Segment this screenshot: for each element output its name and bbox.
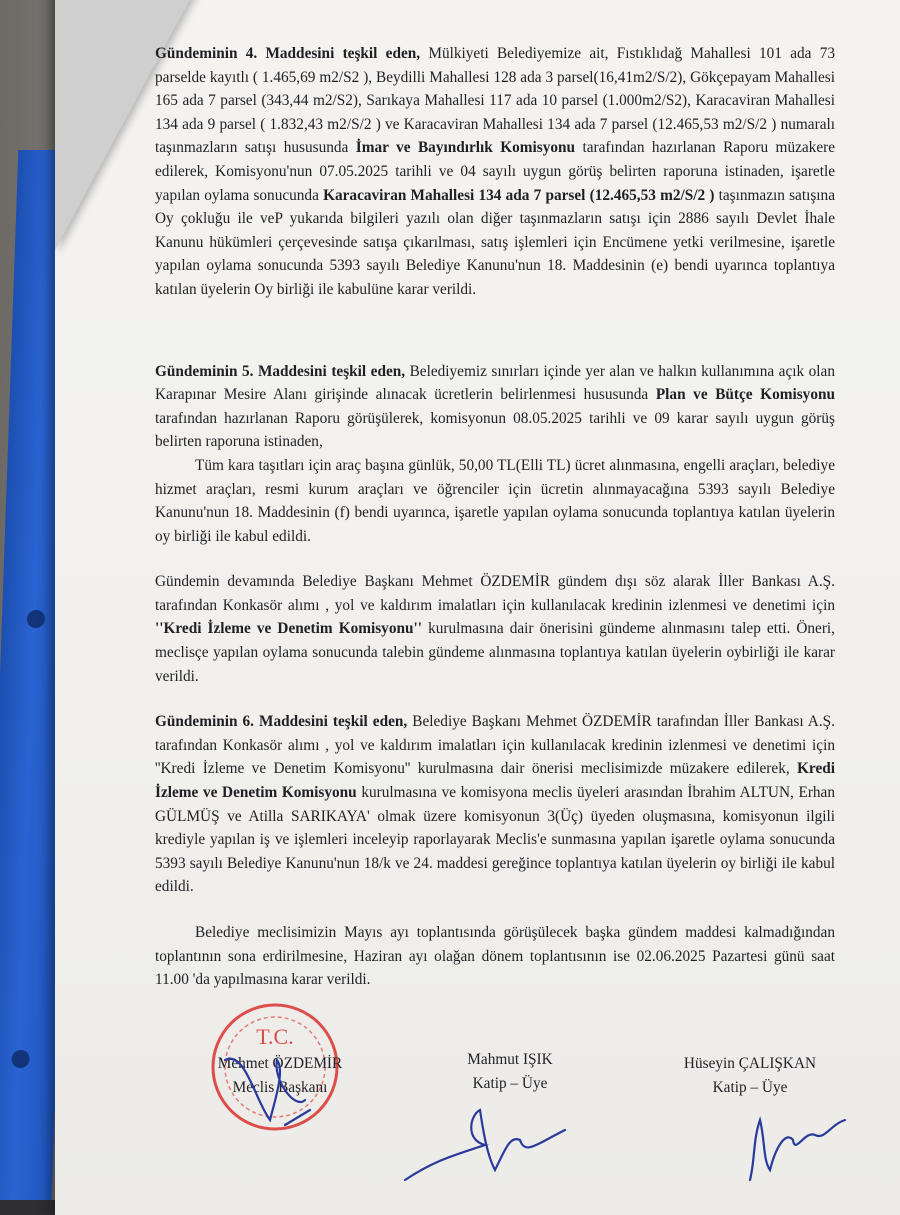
agenda-item-4-heading: Gündeminin 4. Maddesini teşkil eden, (155, 45, 421, 62)
agenda-item-5-text: Belediyemiz sınırları içinde yer alan ve halkın kullanımına açık olan Karapınar Mesire Alanı girişinde alınacak ücretlerin belirlenmesi hususunda (155, 362, 835, 404)
parcel-highlight: Karacaviran Mahallesi 134 ada 7 parsel (12.465,53 m2/S/2 ) (323, 186, 715, 204)
handwritten-signature-president (215, 1040, 335, 1140)
closing-paragraph: Belediye meclisimizin Mayıs ayı toplantısında görüşülecek başka gündem maddesi kalmadığından toplantının sona erdirilmesine, Haziran ayı olağan dönem toplantısının ise 02.06.2025 Pazartesi günü saat 11.00 'da yapılmasına karar verildi. (155, 924, 835, 989)
agenda-item-4-text: taşınmazın satışına Oy çokluğu ile veP yukarıda bilgileri yazılı olan diğer taşınmazların satışı için 2886 sayılı Devlet İhale Kanunu hükümleri çerçevesinde satışa çıkarılması, satış işlemleri için Encümene yetki verilmesine, işaretle yapılan oylama sonucunda 5393 sayılı Belediye Kanunu'nun 18. Maddesinin (e) bendi uyarınca toplantıya katılan üyelerin Oy birliği ile kabulüne karar verildi. (155, 186, 835, 298)
stamp-text: T.C. (256, 1024, 294, 1049)
signatory-name: Mehmet ÖZDEMİR (217, 1055, 343, 1072)
agenda-item-4 (155, 42, 835, 302)
folder-hole (27, 610, 46, 628)
signatory-name: Mahmut IŞIK (467, 1051, 553, 1068)
agenda-item-5-heading: Gündeminin 5. Maddesini teşkil eden, (155, 362, 406, 380)
signatory-title: Meclis Başkanı (232, 1079, 328, 1096)
signatory-title: Katip – Üye (712, 1079, 788, 1096)
proposal-text: Gündemin devamında Belediye Başkanı Mehmet ÖZDEMİR gündem dışı söz alarak İller Bankası A.Ş. tarafından Konkasör alımı , yol ve kaldırım imalatları için kullanılacak kredinin izlenmesi ve denetimi için (155, 573, 835, 614)
agenda-item-6-text: kurulmasına ve komisyona meclis üyeleri arasından İbrahim ALTUN, Erhan GÜLMÜŞ ve Atilla SARIKAYA' olmak üzere komisyonun 3(Üç) üyeden oluşmasına, komisyonun ilgili krediyle yapılan iş ve işlemleri inceleyip raporlayarak Meclis'e sunmasına yapılan işaretle oylama sonucunda 5393 sayılı Belediye Kanunu'nun 18/k ve 24. maddesi gereğince toplantıya katılan üyelerin oy birliği ile kabul edildi. (155, 784, 835, 896)
agenda-item-6 (155, 710, 835, 899)
signature-block-clerk-1 (440, 1048, 580, 1096)
agenda-item-5-text: tarafından hazırlanan Raporu görüşülerek, komisyonun 08.05.2025 tarihli ve 09 karar sayılı uygun görüş belirten raporuna istinaden, (155, 409, 835, 451)
committee-name: İmar ve Bayındırlık Komisyonu (355, 139, 576, 157)
off-agenda-proposal (155, 570, 835, 688)
folder-hole (11, 1050, 30, 1068)
committee-name: Plan ve Bütçe Komisyonu (655, 386, 835, 404)
agenda-item-6-heading: Gündeminin 6. Maddesini teşkil eden, (155, 713, 408, 731)
handwritten-signature-clerk-2 (735, 1100, 855, 1190)
committee-name: ''Kredi İzleme ve Denetim Komisyonu'' (155, 620, 422, 638)
proposal-text: kurulmasına dair önerisini gündeme alınmasını talep etti. Öneri, meclisçe yapılan oylama sonucunda talebin gündeme alınmasına toplantıya katılan üyelerin oybirliği ile karar verildi. (155, 620, 835, 685)
signatory-name: Hüseyin ÇALIŞKAN (683, 1055, 817, 1072)
agenda-item-6-text: Belediye Başkanı Mehmet ÖZDEMİR tarafından İller Bankası A.Ş. tarafından Konkasör alımı , yol ve kaldırım imalatları için kullanılacak kredinin izlenmesi ve denetimi için ''Kredi İzleme ve Denetim Komisyonu'' kurulmasına dair önerisi meclisimizde müzakere edilerek, (155, 713, 835, 778)
handwritten-signature-clerk-1 (395, 1100, 575, 1190)
agenda-item-5-decision: Tüm kara taşıtları için araç başına günlük, 50,00 TL(Elli TL) ücret alınmasına, engelli araçları, belediye hizmet araçları, resmi kurum araçları ve öğrenciler için ücretin alınmayacağına 5393 sayılı Belediye Kanunu'nun 18. Maddesinin (f) bendi uyarınca, işaretle yapılan oylama sonucunda toplantıya katılan üyelerin oy birliği ile kabul edildi. (155, 456, 835, 545)
agenda-item-5 (155, 360, 835, 454)
signature-block-clerk-2 (655, 1052, 845, 1100)
committee-name: Kredi İzleme ve Denetim Komisyonu (155, 760, 835, 802)
signatory-title: Katip – Üye (472, 1075, 548, 1092)
agenda-item-4-text: tarafından hazırlanan Raporu müzakere edilerek, Komisyonu'nun 07.05.2025 tarihli ve 04 sayılı uygun görüş belirten raporuna istinaden, işaretle yapılan oylama sonucunda (155, 139, 835, 204)
document-body (155, 42, 835, 992)
agenda-item-4-text: Mülkiyeti Belediyemize ait, Fıstıklıdağ Mahallesi 101 ada 73 parselde kayıtlı ( 1.465,69 m2/S2 ), Beydilli Mahallesi 128 ada 3 parsel(16,41m2/S/2), Gökçepayam Mahallesi 165 ada 7 parsel (343,44 m2/S2), Sarıkaya Mahallesi 117 ada 10 parsel (1.000m2/S2), Karacaviran Mahallesi 134 ada 9 parsel ( 1.832,43 m2/S/2 ) ve Karacaviran Mahallesi 134 ada 7 parsel (12.465,53 m2/S/2 ) numaralı taşınmazların satışı hususunda (155, 45, 835, 157)
